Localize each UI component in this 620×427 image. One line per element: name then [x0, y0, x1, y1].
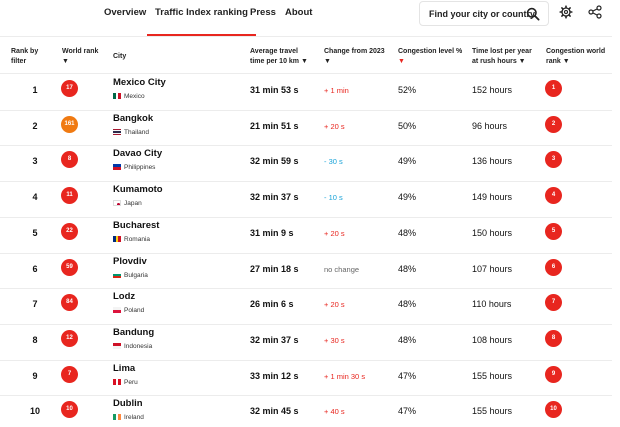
congestion-world-rank-badge: 10 — [545, 401, 562, 418]
search-icon[interactable] — [526, 7, 540, 21]
change-from-2023: + 1 min 30 s — [324, 371, 366, 381]
time-lost-per-year: 149 hours — [472, 192, 513, 203]
change-from-2023: + 20 s — [324, 228, 345, 238]
nav-traffic-index-ranking[interactable]: Traffic Index ranking — [155, 7, 248, 18]
world-rank-badge: 59 — [61, 259, 78, 276]
header-change-from-2023[interactable]: Change from 2023 ▼ — [324, 48, 385, 65]
congestion-world-rank-badge: 9 — [545, 366, 562, 383]
average-travel-time: 26 min 6 s — [250, 299, 294, 310]
time-lost-per-year: 150 hours — [472, 227, 513, 238]
city-name[interactable]: Mexico City — [113, 77, 166, 88]
congestion-world-rank-badge: 6 — [545, 259, 562, 276]
change-from-2023: + 40 s — [324, 407, 345, 417]
share-icon[interactable] — [588, 5, 602, 19]
table-row[interactable] — [0, 253, 612, 289]
city-name[interactable]: Lima — [113, 362, 136, 374]
rank-by-filter: 5 — [32, 227, 38, 238]
average-travel-time: 31 min 9 s — [250, 227, 294, 238]
city-name[interactable]: Dublin — [113, 398, 143, 410]
congestion-world-rank-badge: 7 — [545, 294, 562, 311]
country-name: Philippines — [124, 164, 156, 172]
country-flag-icon — [113, 236, 121, 242]
average-travel-time: 27 min 18 s — [250, 263, 299, 274]
country-flag-icon — [113, 307, 121, 313]
average-travel-time: 33 min 12 s — [250, 370, 299, 381]
time-lost-per-year: 108 hours — [472, 334, 513, 345]
world-rank-badge: 10 — [61, 401, 78, 418]
city-name[interactable]: Kumamoto — [113, 184, 163, 196]
city-name[interactable]: Bandung — [113, 326, 155, 338]
congestion-level: 48% — [398, 227, 417, 238]
city-name[interactable]: Davao City — [113, 148, 163, 160]
country-name: Romania — [124, 235, 151, 243]
congestion-level: 47% — [398, 406, 417, 417]
country-flag-icon — [113, 164, 121, 170]
country-name: Peru — [124, 378, 138, 386]
nav-overview[interactable]: Overview — [104, 7, 147, 18]
rank-by-filter: 9 — [32, 370, 38, 381]
rank-by-filter: 4 — [32, 192, 38, 203]
nav-divider — [0, 36, 612, 37]
rank-by-filter: 3 — [32, 156, 38, 167]
city-name[interactable]: Bangkok — [113, 112, 154, 124]
average-travel-time: 32 min 37 s — [250, 334, 299, 345]
header-congestion-world-rank[interactable]: Congestion world rank ▼ — [546, 48, 606, 65]
world-rank-badge: 22 — [61, 223, 78, 240]
gear-icon[interactable] — [559, 5, 573, 19]
congestion-world-rank-badge: 4 — [545, 187, 562, 204]
world-rank-badge: 11 — [61, 187, 78, 204]
average-travel-time: 31 min 53 s — [250, 85, 299, 95]
table-row[interactable] — [0, 395, 612, 427]
country-flag-icon — [113, 272, 121, 278]
country-flag-icon — [113, 129, 121, 135]
table-row[interactable] — [0, 145, 612, 181]
change-from-2023: + 1 min — [324, 86, 349, 95]
congestion-level: 49% — [398, 192, 417, 203]
rank-by-filter: 7 — [32, 299, 38, 310]
time-lost-per-year: 136 hours — [472, 156, 513, 167]
country-flag-icon — [113, 93, 121, 99]
country-name: Bulgaria — [124, 271, 148, 279]
table-row[interactable] — [0, 324, 612, 360]
rank-by-filter: 8 — [32, 334, 38, 345]
change-from-2023: - 10 s — [324, 193, 343, 203]
average-travel-time: 32 min 37 s — [250, 192, 299, 203]
congestion-level: 49% — [398, 156, 417, 167]
congestion-world-rank-badge: 2 — [545, 116, 562, 133]
country-flag-icon — [113, 379, 121, 385]
city-name[interactable]: Lodz — [113, 291, 136, 303]
congestion-level: 48% — [398, 263, 417, 274]
table-row[interactable] — [0, 74, 612, 110]
country-name: Mexico — [124, 93, 145, 100]
world-rank-badge: 8 — [61, 151, 78, 168]
rank-by-filter: 10 — [29, 406, 40, 417]
city-name[interactable]: Bucharest — [113, 219, 160, 231]
country-flag-icon — [113, 200, 121, 206]
header-city: City — [113, 53, 127, 60]
nav-press[interactable]: Press — [250, 7, 276, 18]
congestion-world-rank-badge: 5 — [545, 223, 562, 240]
table-row[interactable] — [0, 110, 612, 146]
average-travel-time: 21 min 51 s — [250, 120, 299, 131]
nav-about[interactable]: About — [285, 7, 313, 18]
change-from-2023: no change — [324, 264, 360, 274]
world-rank-badge: 7 — [61, 366, 78, 383]
country-name: Indonesia — [124, 342, 153, 350]
country-name: Thailand — [124, 128, 149, 136]
time-lost-per-year: 155 hours — [472, 406, 513, 417]
header-congestion-level[interactable]: Congestion level % ▼ — [398, 48, 463, 65]
country-name: Poland — [124, 307, 145, 315]
time-lost-per-year: 110 hours — [472, 299, 512, 310]
average-travel-time: 32 min 45 s — [250, 406, 299, 417]
world-rank-badge: 84 — [61, 294, 78, 311]
congestion-level: 52% — [398, 85, 417, 95]
congestion-level: 47% — [398, 370, 417, 381]
change-from-2023: + 20 s — [324, 300, 345, 310]
table-row[interactable] — [0, 360, 612, 396]
congestion-world-rank-badge: 8 — [545, 330, 562, 347]
country-flag-icon — [113, 343, 121, 349]
time-lost-per-year: 155 hours — [472, 370, 513, 381]
table-row[interactable] — [0, 181, 612, 217]
world-rank-badge: 12 — [61, 330, 78, 347]
change-from-2023: + 30 s — [324, 335, 345, 345]
time-lost-per-year: 152 hours — [472, 85, 513, 95]
header-time-lost[interactable]: Time lost per year at rush hours ▼ — [472, 48, 532, 65]
time-lost-per-year: 107 hours — [472, 263, 513, 274]
average-travel-time: 32 min 59 s — [250, 156, 299, 167]
change-from-2023: - 30 s — [324, 157, 343, 167]
congestion-world-rank-badge: 1 — [545, 80, 562, 97]
congestion-level: 48% — [398, 334, 417, 345]
header-rank-by-filter: Rank by filter — [11, 48, 39, 65]
change-from-2023: + 20 s — [324, 121, 345, 131]
search-label: Find your city or country — [429, 9, 536, 19]
city-name[interactable]: Plovdiv — [113, 255, 147, 267]
world-rank-badge: 161 — [61, 116, 78, 133]
country-name: Ireland — [124, 414, 144, 422]
time-lost-per-year: 96 hours — [472, 120, 508, 131]
header-world-rank[interactable]: World rank ▼ — [62, 48, 99, 65]
rank-by-filter: 6 — [32, 263, 38, 274]
top-navigation — [0, 0, 620, 36]
world-rank-badge: 17 — [61, 80, 78, 97]
country-name: Japan — [124, 200, 142, 208]
rank-by-filter: 1 — [32, 85, 38, 95]
table-row[interactable] — [0, 288, 612, 324]
rank-by-filter: 2 — [32, 120, 38, 131]
congestion-world-rank-badge: 3 — [545, 151, 562, 168]
table-row[interactable] — [0, 217, 612, 253]
search-box[interactable] — [419, 1, 549, 26]
country-flag-icon — [113, 414, 121, 420]
congestion-level: 48% — [398, 299, 417, 310]
congestion-level: 50% — [398, 120, 417, 131]
header-average-travel-time[interactable]: Average travel time per 10 km ▼ — [250, 48, 308, 65]
